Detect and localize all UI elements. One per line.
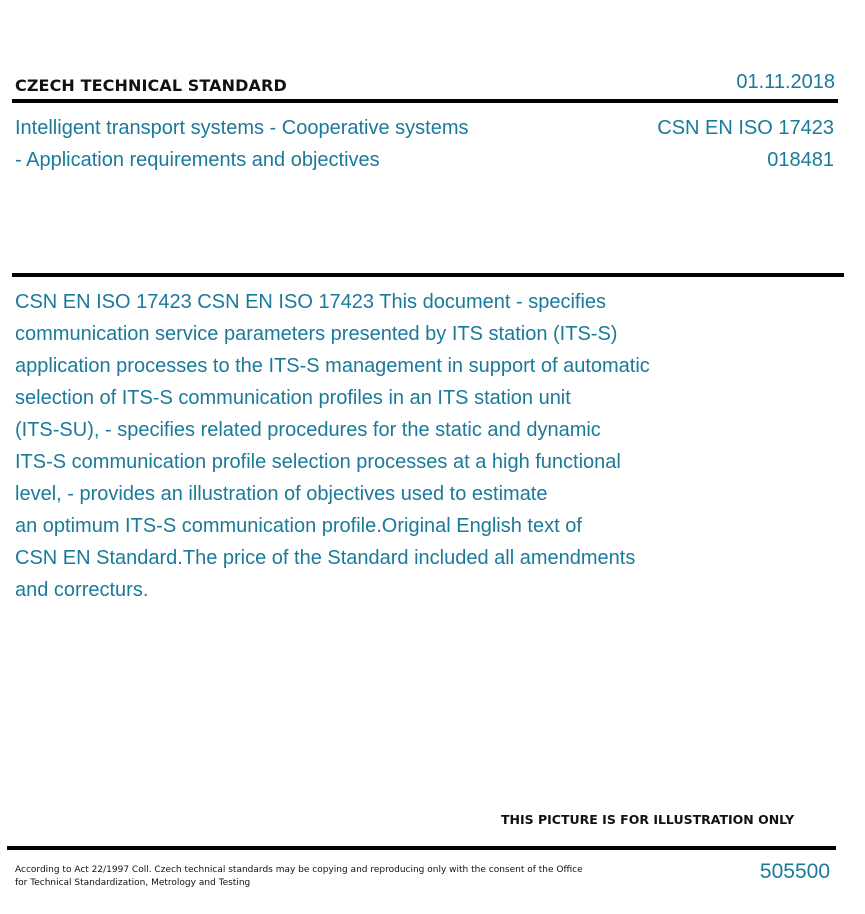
- standard-identifiers: [657, 112, 834, 176]
- standard-title-line-2: - Application requirements and objectives: [15, 149, 380, 171]
- standard-title-line-1: Intelligent transport systems - Cooperative systems: [15, 117, 469, 139]
- catalog-number: 018481: [767, 149, 834, 171]
- legal-notice: [15, 864, 615, 890]
- header-divider: [12, 99, 838, 103]
- legal-notice-line-2: for Technical Standardization, Metrology and Testing: [15, 878, 251, 888]
- standard-title: [15, 112, 575, 176]
- footer-divider: [7, 846, 836, 850]
- legal-notice-line-1: According to Act 22/1997 Coll. Czech technical standards may be copying and reproducing only with the consent of the Office: [15, 865, 583, 875]
- publication-date: 01.11.2018: [736, 71, 835, 93]
- document-number: 505500: [759, 860, 830, 883]
- document-type-heading: CZECH TECHNICAL STANDARD: [15, 76, 287, 95]
- illustration-notice: THIS PICTURE IS FOR ILLUSTRATION ONLY: [501, 812, 795, 827]
- title-divider: [12, 273, 844, 277]
- standard-description: CSN EN ISO 17423 CSN EN ISO 17423 This document - specifies communication service parameters presented by ITS station (ITS-S) application processes to the ITS-S management in support of automatic selection of ITS-S communication profiles in an ITS station unit (ITS-SU), - specifies related procedures for the static and dynamic ITS-S communication profile selection processes at a high functional level, - provides an illustration of objectives used to estimate an optimum ITS-S communication profile.Original English text of CSN EN Standard.The price of the Standard included all amendments and correcturs.: [15, 291, 650, 601]
- standard-code: CSN EN ISO 17423: [657, 117, 834, 139]
